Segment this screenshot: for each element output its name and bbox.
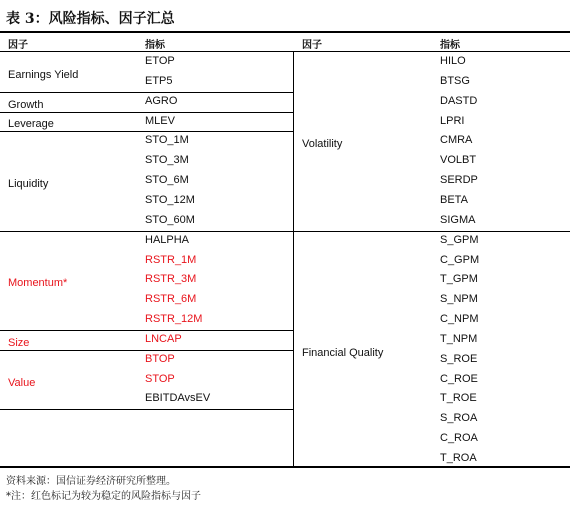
- left-factor-label: Leverage: [8, 118, 54, 131]
- left-row-divider: [0, 112, 293, 113]
- left-factor-label: Liquidity: [8, 178, 49, 191]
- bottom-rule: [0, 466, 570, 468]
- top-rule: [0, 31, 570, 33]
- right-indicator-label: S_ROE: [440, 352, 478, 365]
- right-indicator-label: SERDP: [440, 174, 478, 187]
- left-indicator-label: BTOP: [145, 352, 175, 365]
- left-indicator-label: ETP5: [145, 74, 173, 87]
- right-indicator-label: DASTD: [440, 94, 478, 107]
- left-indicator-label: RSTR_12M: [145, 313, 203, 326]
- left-indicator-label: STO_1M: [145, 134, 189, 147]
- left-factor-label: Momentum*: [8, 277, 68, 290]
- left-indicator-label: STO_6M: [145, 174, 189, 187]
- right-factor-label: Volatility: [302, 138, 343, 151]
- left-indicator-label: RSTR_1M: [145, 253, 197, 266]
- left-indicator-label: LNCAP: [145, 332, 182, 345]
- right-row-divider: [293, 231, 570, 232]
- header-factor-left: 因子: [8, 40, 28, 51]
- right-indicator-label: BETA: [440, 193, 468, 206]
- left-row-divider: [0, 231, 293, 232]
- left-indicator-label: STO_12M: [145, 193, 195, 206]
- right-indicator-label: C_GPM: [440, 253, 480, 266]
- right-indicator-label: T_NPM: [440, 332, 478, 345]
- header-indicator-left: 指标: [145, 40, 165, 51]
- left-row-divider: [0, 409, 293, 410]
- left-factor-label: Size: [8, 336, 30, 349]
- right-indicator-label: HILO: [440, 55, 466, 67]
- right-indicator-label: LPRI: [440, 114, 465, 127]
- header-rule: [0, 51, 570, 52]
- left-row-divider: [0, 131, 293, 132]
- right-indicator-label: CMRA: [440, 134, 473, 147]
- left-indicator-label: RSTR_6M: [145, 293, 197, 306]
- right-indicator-label: BTSG: [440, 74, 470, 87]
- footnote: *注：红色标记为较为稳定的风险指标与因子: [6, 491, 201, 502]
- right-indicator-label: VOLBT: [440, 154, 477, 167]
- left-factor-label: Value: [8, 376, 36, 389]
- table-title: 表 3：风险指标、因子汇总: [6, 11, 175, 27]
- left-indicator-label: HALPHA: [145, 233, 190, 246]
- left-indicator-label: RSTR_3M: [145, 273, 197, 286]
- left-indicator-label: EBITDAvsEV: [145, 392, 211, 405]
- header-indicator-right: 指标: [440, 40, 460, 51]
- right-indicator-label: T_ROE: [440, 392, 477, 405]
- left-factor-label: Growth: [8, 98, 44, 111]
- center-divider: [293, 52, 294, 466]
- left-row-divider: [0, 330, 293, 331]
- right-indicator-label: T_ROA: [440, 452, 477, 464]
- left-row-divider: [0, 350, 293, 351]
- header-factor-right: 因子: [302, 40, 322, 51]
- left-indicator-label: MLEV: [145, 114, 175, 127]
- right-indicator-label: S_ROA: [440, 412, 478, 425]
- right-indicator-label: S_NPM: [440, 293, 478, 306]
- left-indicator-label: STOP: [145, 372, 175, 385]
- left-indicator-label: ETOP: [145, 55, 175, 67]
- left-indicator-label: STO_3M: [145, 154, 189, 167]
- right-indicator-label: C_ROE: [440, 372, 478, 385]
- right-indicator-label: SIGMA: [440, 213, 476, 226]
- right-factor-label: Financial Quality: [302, 346, 384, 359]
- left-factor-label: Earnings Yield: [8, 68, 79, 81]
- left-indicator-label: AGRO: [145, 94, 178, 107]
- right-indicator-label: T_GPM: [440, 273, 478, 286]
- right-indicator-label: C_ROA: [440, 432, 478, 445]
- right-indicator-label: C_NPM: [440, 313, 479, 326]
- left-indicator-label: STO_60M: [145, 213, 195, 226]
- left-row-divider: [0, 92, 293, 93]
- source-note: 资料来源：国信证券经济研究所整理。: [6, 476, 176, 487]
- right-indicator-label: S_GPM: [440, 233, 479, 246]
